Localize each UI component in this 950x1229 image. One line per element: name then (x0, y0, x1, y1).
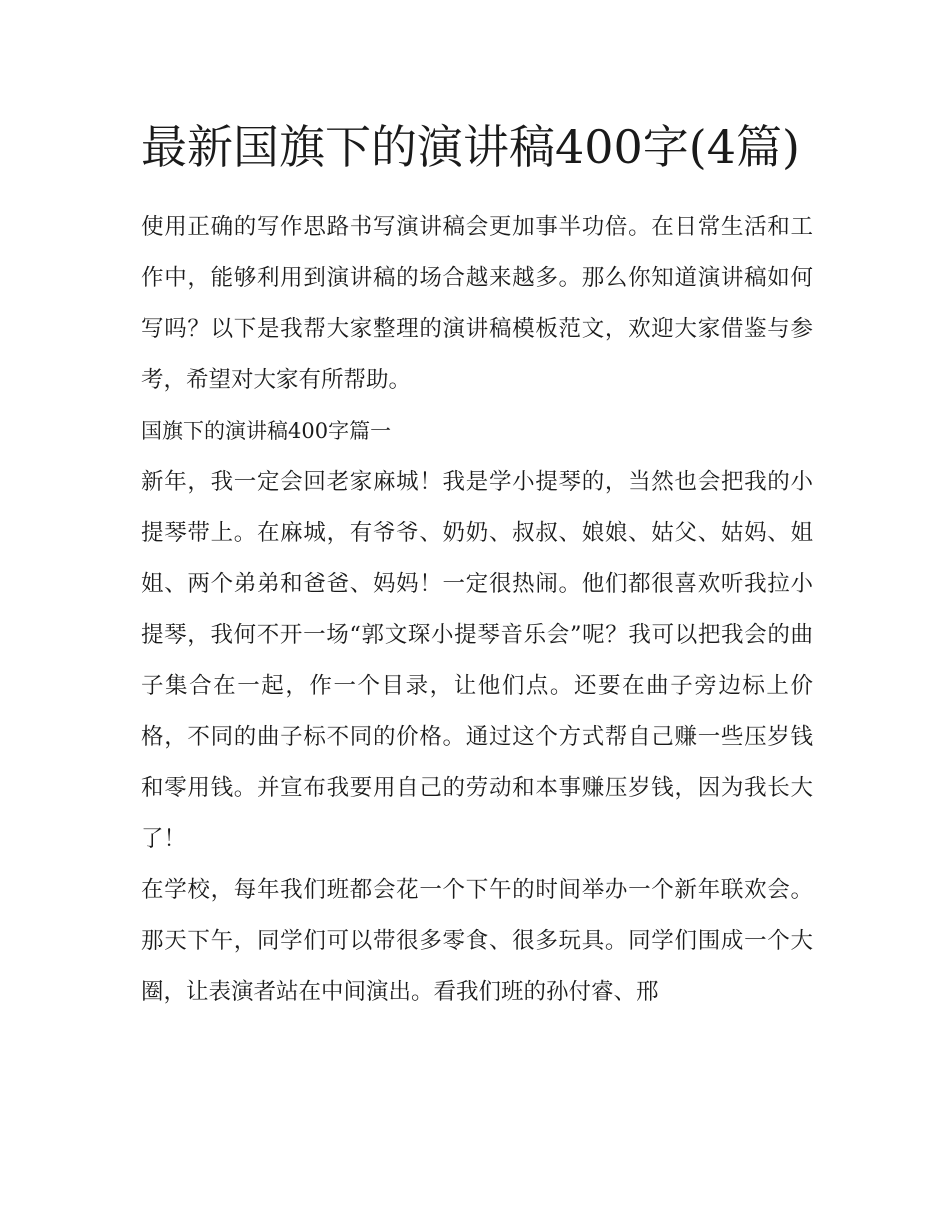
body-paragraph: 新年，我一定会回老家麻城！我是学小提琴的，当然也会把我的小提琴带上。在麻城，有爷爷、奶奶、叔叔、娘娘、姑父、姑妈、姐姐、两个弟弟和爸爸、妈妈！一定很热闹。他们都很喜欢听我拉小提琴，我何不开一场“郭文琛小提琴音乐会”呢？我可以把我会的曲子集合在一起，作一个目录，让他们点。还要在曲子旁边标上价格，不同的曲子标不同的价格。通过这个方式帮自己赚一些压岁钱和零用钱。并宣布我要用自己的劳动和本事赚压岁钱，因为我长大了！ (141, 469, 813, 852)
body-paragraph: 在学校，每年我们班都会花一个下午的时间举办一个新年联欢会。那天下午，同学们可以带很多零食、很多玩具。同学们围成一个大圈，让表演者站在中间演出。看我们班的孙付睿、邢 (141, 877, 813, 1005)
section-heading: 国旗下的演讲稿400字篇一 (141, 419, 392, 443)
intro-paragraph: 使用正确的写作思路书写演讲稿会更加事半功倍。在日常生活和工作中，能够利用到演讲稿的场合越来越多。那么你知道演讲稿如何写吗？以下是我帮大家整理的演讲稿模板范文，欢迎大家借鉴与参考，希望对大家有所帮助。 (141, 214, 813, 393)
document-title: 最新国旗下的演讲稿400字(4篇) (141, 120, 800, 174)
document-page (141, 112, 813, 1018)
